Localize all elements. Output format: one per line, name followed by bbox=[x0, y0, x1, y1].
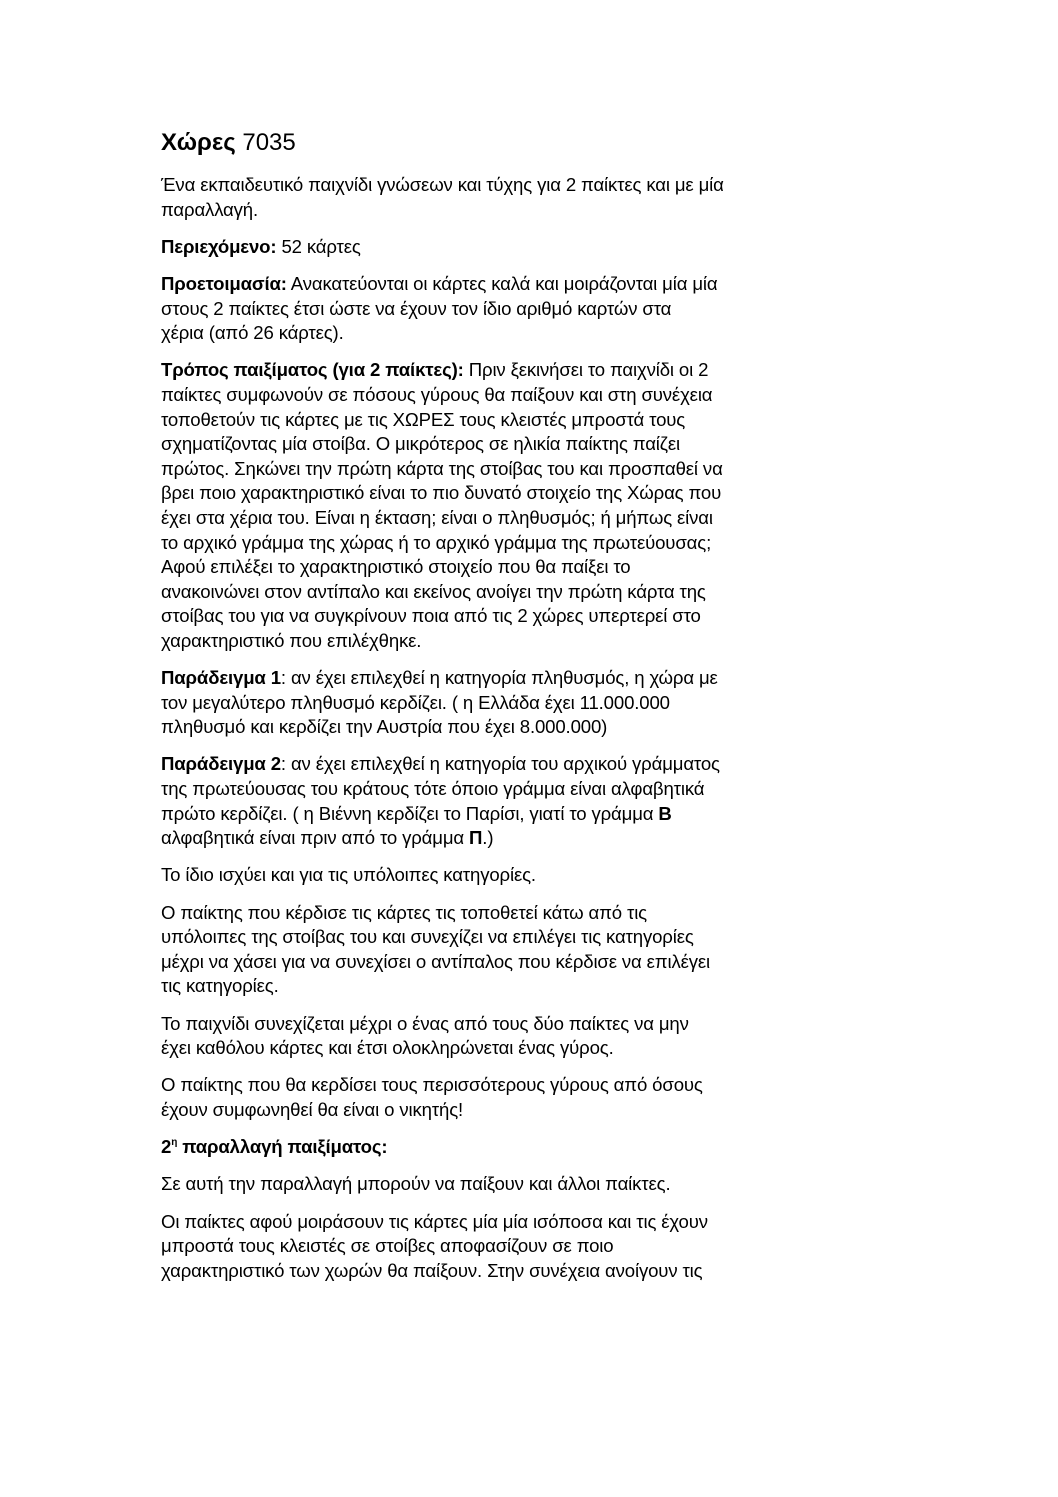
contents-paragraph bbox=[161, 235, 781, 260]
text-line: Οι παίκτες αφού μοιράσουν τις κάρτες μία μία ισόποσα και τις έχουν bbox=[161, 1210, 708, 1232]
text-line: υπόλοιπες της στοίβας του και συνεχίζει να επιλέγει τις κατηγορίες bbox=[161, 926, 694, 948]
preparation-paragraph bbox=[161, 272, 781, 346]
text-line: μπροστά τους κλειστές σε στοίβες αποφασίζουν σε ποιο bbox=[161, 1235, 614, 1257]
text-line: Ένα εκπαιδευτικό παιχνίδι γνώσεων και τύχης για 2 παίκτες και με μία bbox=[161, 174, 724, 195]
intro-paragraph bbox=[161, 173, 781, 222]
text-line: έχει στα χέρια του. Είναι η έκταση; είναι ο πληθυσμός; ή μήπως είναι bbox=[161, 506, 713, 528]
text-line: Ο παίκτης που κέρδισε τις κάρτες τις τοποθετεί κάτω από τις bbox=[161, 901, 647, 923]
text-line: μέχρι να χάσει για να συνεχίσει ο αντίπαλος που κέρδισε να επιλέγει bbox=[161, 950, 711, 972]
text-line: πρώτος. Σηκώνει την πρώτη κάρτα της στοίβας του και προσπαθεί να bbox=[161, 457, 723, 479]
document-page bbox=[161, 128, 781, 1296]
text-line: πληθυσμό και κερδίζει την Αυστρία που έχει 8.000.000) bbox=[161, 716, 608, 738]
title-code: 7035 bbox=[242, 129, 296, 156]
text-line: Σε αυτή την παραλλαγή μπορούν να παίξουν και άλλοι παίκτες. bbox=[161, 1173, 671, 1195]
text-line: έχει καθόλου κάρτες και έτσι ολοκληρώνεται ένας γύρος. bbox=[161, 1037, 614, 1059]
example-1-label: Παράδειγμα 1 bbox=[161, 667, 281, 689]
text-line: χαρακτηριστικό των χωρών θα παίξουν. Στην συνέχεια ανοίγουν τις bbox=[161, 1259, 703, 1281]
text-line: τοποθετούν τις κάρτες με τις ΧΩΡΕΣ τους κλειστές μπροστά τους bbox=[161, 408, 686, 430]
text-line: τις κατηγορίες. bbox=[161, 975, 279, 997]
text-line: στους 2 παίκτες έτσι ώστε να έχουν τον ίδιο αριθμό καρτών στα bbox=[161, 297, 672, 319]
text-line: χαρακτηριστικό που επιλέχθηκε. bbox=[161, 629, 422, 651]
text-line: Ανακατεύονται οι κάρτες καλά και μοιράζονται μία μία bbox=[286, 272, 718, 294]
text-line: της πρωτεύουσας του κράτους τότε όποιο γράμμα είναι αλφαβητικά bbox=[161, 778, 705, 800]
letter-p-bold: Π bbox=[469, 827, 483, 849]
text-line: έχουν συμφωνηθεί θα είναι ο νικητής! bbox=[161, 1098, 464, 1120]
text-line: σχηματίζοντας μία στοίβα. Ο μικρότερος σε ηλικία παίκτης παίζει bbox=[161, 433, 680, 455]
text-line: Ο παίκτης που θα κερδίσει τους περισσότερους γύρους από όσους bbox=[161, 1074, 703, 1096]
text-line: χέρια (από 26 κάρτες). bbox=[161, 322, 344, 344]
text-line: : αν έχει επιλεχθεί η κατηγορία του αρχικού γράμματος bbox=[280, 753, 720, 775]
variant-heading bbox=[161, 1135, 781, 1160]
text-line: βρει ποιο χαρακτηριστικό είναι το πιο δυνατό στοιχείο της Χώρας που bbox=[161, 482, 722, 504]
text-line: Το ίδιο ισχύει και για τις υπόλοιπες κατηγορίες. bbox=[161, 864, 536, 886]
example-1-paragraph bbox=[161, 666, 781, 740]
how-to-play-label: Τρόπος παιξίματος (για 2 παίκτες): bbox=[161, 359, 464, 381]
text-line: το αρχικό γράμμα της χώρας ή το αρχικό γράμμα της πρωτεύουσας; bbox=[161, 531, 712, 553]
variant-superscript: η bbox=[171, 1137, 178, 1149]
contents-label: Περιεχόμενο: bbox=[161, 235, 277, 257]
preparation-label: Προετοιμασία: bbox=[161, 272, 287, 294]
how-to-play-paragraph bbox=[161, 358, 781, 653]
winner-cards-paragraph bbox=[161, 901, 781, 999]
text-line: .) bbox=[482, 827, 494, 849]
title-name: Χώρες bbox=[161, 129, 236, 156]
text-line: τον μεγαλύτερο πληθυσμό κερδίζει. ( η Ελλάδα έχει 11.000.000 bbox=[161, 691, 670, 713]
text-line: αλφαβητικά είναι πριν από το γράμμα bbox=[161, 827, 470, 849]
variant-text-paragraph bbox=[161, 1210, 781, 1284]
text-line: : αν έχει επιλεχθεί η κατηγορία πληθυσμός, η χώρα με bbox=[280, 667, 718, 689]
text-line: Πριν ξεκινήσει το παιχνίδι οι 2 bbox=[463, 359, 709, 381]
winner-paragraph bbox=[161, 1073, 781, 1122]
text-line: παίκτες συμφωνούν σε πόσους γύρους θα παίξουν και στη συνέχεια bbox=[161, 383, 713, 405]
text-line: παραλλαγή. bbox=[161, 198, 259, 220]
example-2-label: Παράδειγμα 2 bbox=[161, 753, 281, 775]
variant-heading-text: παραλλαγή παιξίματος: bbox=[177, 1136, 388, 1158]
text-line: πρώτο κερδίζει. ( η Βιέννη κερδίζει το Παρίσι, γιατί το γράμμα bbox=[161, 802, 659, 824]
letter-b-bold: Β bbox=[658, 802, 672, 824]
text-line: Το παιχνίδι συνεχίζεται μέχρι ο ένας από τους δύο παίκτες να μην bbox=[161, 1012, 689, 1034]
text-line: ανακοινώνει στον αντίπαλο και εκείνος ανοίγει την πρώτη κάρτα της bbox=[161, 580, 706, 602]
contents-text: 52 κάρτες bbox=[276, 235, 361, 257]
text-line: στοίβας του για να συγκρίνουν ποια από τις 2 χώρες υπερτερεί στο bbox=[161, 605, 701, 627]
same-rule-paragraph bbox=[161, 863, 781, 888]
example-2-paragraph bbox=[161, 752, 781, 850]
variant-intro-paragraph bbox=[161, 1172, 781, 1197]
document-title bbox=[161, 128, 781, 158]
text-line: Αφού επιλέξει το χαρακτηριστικό στοιχείο που θα παίξει το bbox=[161, 556, 631, 578]
game-continues-paragraph bbox=[161, 1012, 781, 1061]
variant-number: 2 bbox=[161, 1136, 172, 1158]
